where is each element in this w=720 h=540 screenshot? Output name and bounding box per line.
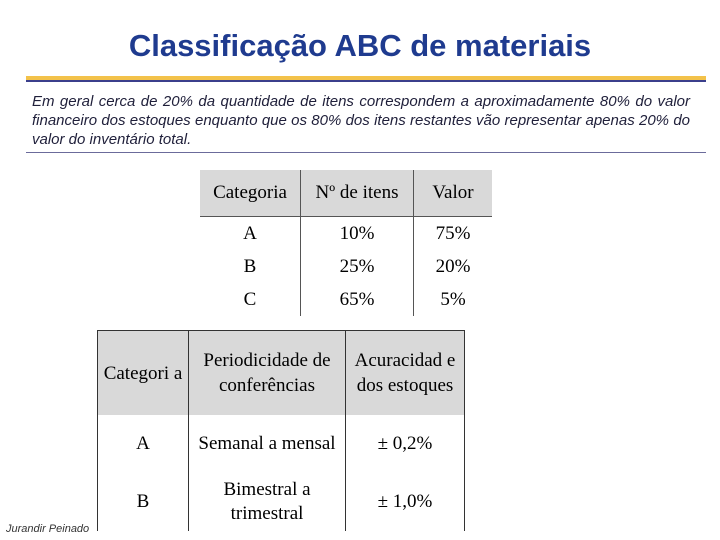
- header-acuracidade: Acuracidad e dos estoques: [346, 331, 465, 416]
- title-underline-dark: [26, 80, 706, 82]
- cell-valor: 20%: [435, 255, 471, 277]
- cell-categoria: C: [200, 283, 301, 316]
- intro-paragraph: Em geral cerca de 20% da quantidade de itens correspondem a aproximadamente 80% do valor financeiro dos estoques enquanto que os 80% dos itens restantes vão representar apenas 20% do valor do inventário total.: [32, 93, 690, 148]
- cell-itens: 65%: [301, 283, 414, 316]
- cell-itens: 25%: [301, 250, 414, 283]
- cell-itens: 10%: [301, 217, 414, 251]
- table-row: [200, 250, 492, 283]
- table-header-row: [200, 170, 492, 217]
- header-periodicidade: Periodicidade de conferências: [189, 331, 346, 416]
- cell-categoria: A: [200, 217, 301, 251]
- intro-underline: [26, 152, 706, 153]
- header-categoria: Categoria: [200, 170, 301, 217]
- header-categoria: Categori a: [98, 331, 189, 416]
- table-row: [98, 473, 465, 531]
- table-row: [200, 217, 492, 251]
- cell-categoria: B: [98, 473, 189, 531]
- cell-valor: 5%: [440, 288, 466, 310]
- abc-value-table: [200, 170, 492, 316]
- footer-author: Jurandir Peinado: [6, 523, 90, 535]
- table-row: [98, 415, 465, 473]
- cell-categoria: B: [200, 250, 301, 283]
- table-row: [200, 283, 492, 316]
- cell-periodicidade: Semanal a mensal: [189, 415, 346, 473]
- table-header-row: [98, 331, 465, 416]
- cell-acuracidade: ± 0,2%: [346, 415, 465, 473]
- cell-periodicidade: Bimestral a trimestral: [189, 473, 346, 531]
- cell-valor: 75%: [435, 222, 471, 244]
- slide-title: Classificação ABC de materiais: [128, 28, 592, 63]
- conference-table: [97, 330, 465, 531]
- cell-categoria: A: [98, 415, 189, 473]
- header-numero-itens: Nº de itens: [301, 170, 414, 217]
- header-valor: Valor: [414, 170, 493, 217]
- cell-acuracidade: ± 1,0%: [346, 473, 465, 531]
